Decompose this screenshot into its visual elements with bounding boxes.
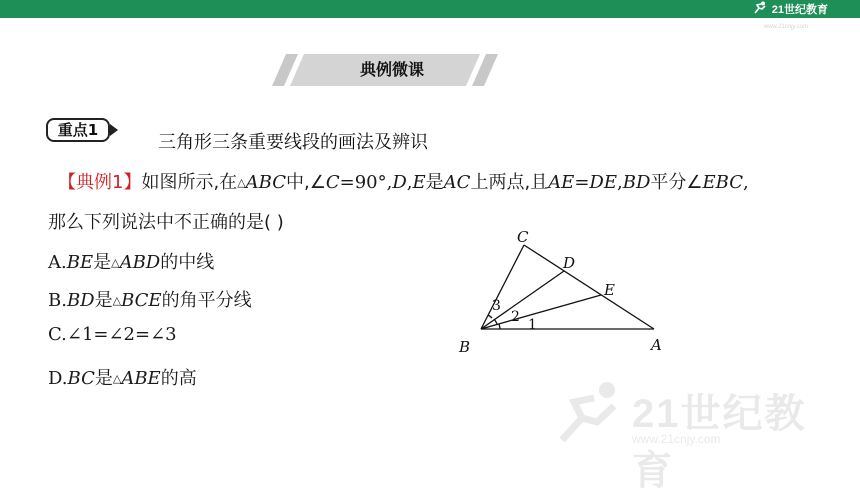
- example-label: 【典例1】: [58, 172, 142, 193]
- brand-logo-text: 21世纪教育: [771, 4, 828, 16]
- angle-arc-2: [494, 319, 497, 324]
- example-stem-line1: 【典例1】如图所示,在△ABC中,∠C=90°,D,E是AC上两点,且AE=DE,BD平分∠EBC,: [58, 172, 749, 193]
- lesson-banner-label: 典例微课: [359, 60, 424, 79]
- option-b[interactable]: B.BD是△BCE的角平分线: [48, 290, 252, 311]
- label-e: E: [604, 281, 615, 299]
- example-stem-line2: 那么下列说法中不正确的是( ): [48, 212, 284, 233]
- triangle-figure: [455, 228, 680, 356]
- label-d: D: [563, 254, 576, 272]
- watermark-text: 21世纪教育: [632, 392, 807, 493]
- watermark: [552, 378, 842, 493]
- option-a[interactable]: A.BE是△ABD的中线: [48, 252, 215, 273]
- label-c: C: [517, 228, 529, 246]
- label-b: B: [459, 338, 471, 356]
- brand-logo-url: www.21cnjy.com: [763, 24, 808, 30]
- watermark-runner-icon: [552, 378, 632, 448]
- badge-arrow-icon: [110, 124, 118, 136]
- angle-label-1: 1: [528, 317, 537, 333]
- lesson-banner: [272, 54, 512, 86]
- segment-ca: [524, 245, 654, 329]
- key-point-title: 三角形三条重要线段的画法及辨识: [158, 132, 428, 153]
- angle-arc-3: [488, 315, 492, 318]
- option-c[interactable]: C.∠1=∠2=∠3: [48, 324, 177, 345]
- angle-label-3: 3: [492, 298, 501, 314]
- watermark-url: www.21cnjy.com: [632, 432, 721, 446]
- runner-icon: [752, 1, 768, 18]
- key-point-badge: [46, 118, 118, 144]
- label-a: A: [651, 336, 662, 354]
- key-point-badge-text: 重点1: [57, 121, 99, 139]
- angle-arc-1: [499, 324, 500, 329]
- brand-logo: [752, 0, 828, 18]
- option-d[interactable]: D.BC是△ABE的高: [48, 368, 197, 389]
- top-header-bar: [0, 0, 860, 18]
- angle-label-2: 2: [511, 309, 520, 325]
